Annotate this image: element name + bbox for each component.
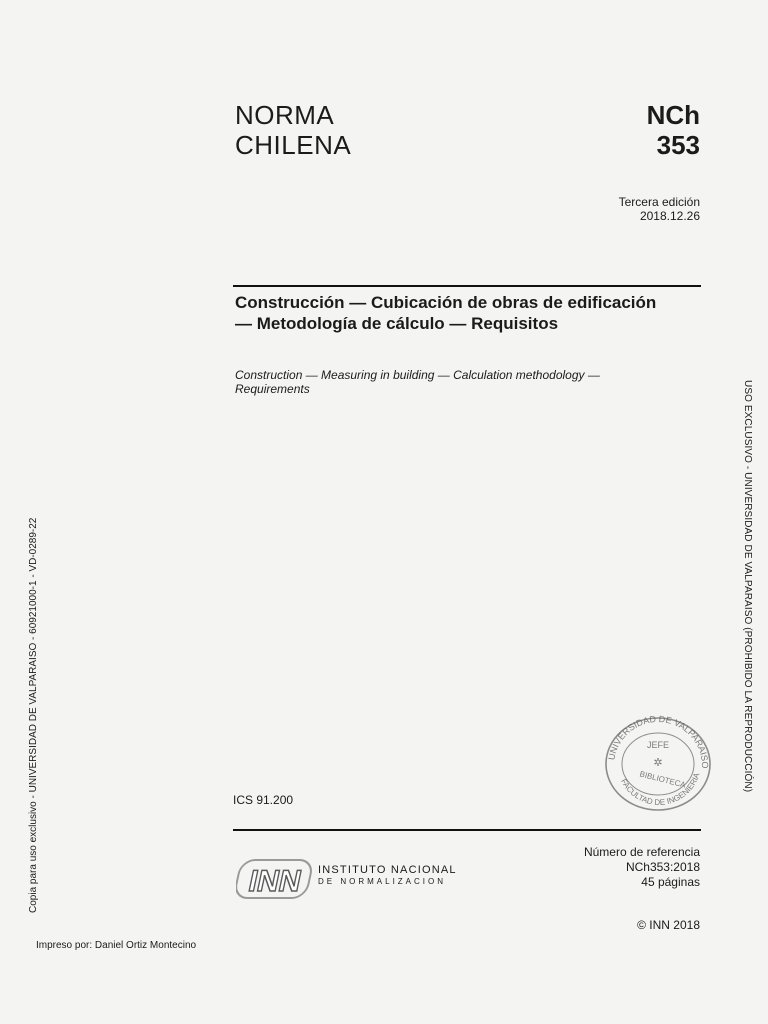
watermark-right: USO EXCLUSIVO - UNIVERSIDAD DE VALPARAISO (PROHIBIDO LA REPRODUCCIÓN) bbox=[742, 380, 753, 793]
logo-line1: INSTITUTO NACIONAL bbox=[318, 864, 457, 876]
top-divider bbox=[233, 285, 701, 287]
stamp-star-icon: ✲ bbox=[653, 757, 663, 769]
bottom-divider bbox=[233, 829, 701, 831]
code-line2: 353 bbox=[656, 130, 700, 160]
reference-block bbox=[584, 845, 700, 890]
standard-code bbox=[647, 100, 700, 160]
code-line1: NCh bbox=[646, 100, 700, 130]
norma-line1: NORMA bbox=[235, 100, 335, 130]
norma-line2: CHILENA bbox=[235, 130, 352, 160]
logo-line2: DE NORMALIZACION bbox=[318, 877, 447, 886]
title-english: Construction — Measuring in building — Calculation methodology — Requirements bbox=[235, 368, 600, 396]
edition-block bbox=[619, 195, 700, 223]
norma-chilena-heading bbox=[235, 100, 351, 160]
ics-code: ICS 91.200 bbox=[233, 793, 294, 807]
logo-mark: INN bbox=[245, 865, 305, 898]
edition-date: 2018.12.26 bbox=[639, 209, 700, 223]
reference-pages: 45 páginas bbox=[641, 875, 700, 889]
edition-label: Tercera edición bbox=[618, 195, 700, 209]
stamp-bottom-text: FACULTAD DE INGENIERIA bbox=[619, 771, 702, 807]
stamp-top-text: UNIVERSIDAD DE VALPARAISO bbox=[606, 713, 711, 769]
stamp-center-text: JEFE bbox=[646, 740, 670, 750]
reference-code: NCh353:2018 bbox=[625, 860, 700, 874]
title-spanish: Construcción — Cubicación de obras de edificación — Metodología de cálculo — Requisitos bbox=[235, 293, 657, 333]
stamp-inner-text: BIBLIOTECA bbox=[638, 769, 687, 790]
reference-label: Número de referencia bbox=[583, 845, 700, 859]
watermark-left: Copia para uso exclusivo - UNIVERSIDAD DE VALPARAISO - 60921000-1 - VD-0289-22 bbox=[28, 517, 39, 913]
printed-by: Impreso por: Daniel Ortiz Montecino bbox=[36, 940, 197, 951]
library-stamp bbox=[596, 710, 720, 814]
copyright: © INN 2018 bbox=[637, 918, 700, 932]
